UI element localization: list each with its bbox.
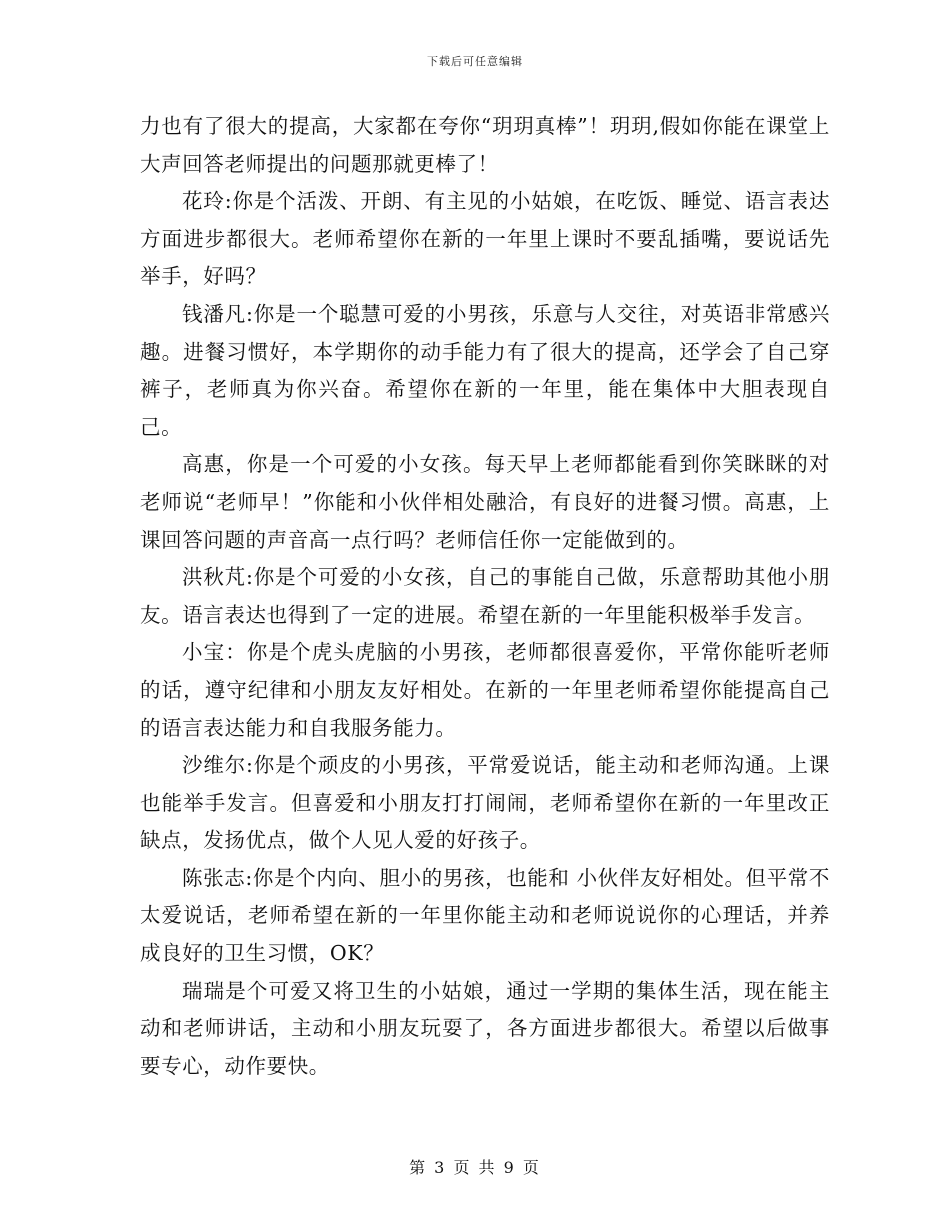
paragraph-shaweier: 沙维尔:你是个顽皮的小男孩，平常爱说话，能主动和老师沟通。上课也能举手发言。但喜爱和小朋友打打闹闹，老师希望你在新的一年里改正缺点，发扬优点，做个人见人爱的好孩子。 [140,753,830,853]
paragraph-ruirui: 瑞瑞是个可爱又将卫生的小姑娘，通过一学期的集体生活，现在能主动和老师讲话，主动和小朋友玩耍了，各方面进步都很大。希望以后做事要专心，动作要快。 [140,978,830,1078]
document-body [140,108,830,1085]
paragraph-hongqiupeng: 洪秋芃:你是个可爱的小女孩，自己的事能自己做，乐意帮助其他小朋友。语言表达也得到了一定的进展。希望在新的一年里能积极举手发言。 [140,565,830,627]
paragraph-hualing: 花玲:你是个活泼、开朗、有主见的小姑娘，在吃饭、睡觉、语言表达方面进步都很大。老师希望你在新的一年里上课时不要乱插嘴，要说话先举手，好吗？ [140,189,830,289]
paragraph-qianpanfan: 钱潘凡:你是一个聪慧可爱的小男孩，乐意与人交往，对英语非常感兴趣。进餐习惯好，本学期你的动手能力有了很大的提高，还学会了自己穿裤子，老师真为你兴奋。希望你在新的一年里，能在集体中大胆表现自己。 [140,301,830,439]
paragraph-chenzhangzhi: 陈张志:你是个内向、胆小的男孩，也能和 小伙伴友好相处。但平常不太爱说话，老师希望在新的一年里你能主动和老师说说你的心理话，并养成良好的卫生习惯，OK？ [140,865,830,966]
paragraph-continuation: 力也有了很大的提高，大家都在夸你“玥玥真棒”！玥玥,假如你能在课堂上大声回答老师提出的问题那就更棒了！ [140,114,830,176]
page-footer [0,1155,950,1178]
page-number: 第 3 页 共 9 页 [409,1158,541,1177]
page-header: 下载后可任意编辑 [427,55,523,68]
paragraph-xiaobao: 小宝：你是个虎头虎脑的小男孩，老师都很喜爱你，平常你能听老师的话，遵守纪律和小朋友友好相处。在新的一年里老师希望你能提高自己的语言表达能力和自我服务能力。 [140,640,830,740]
paragraph-gaohui: 高惠，你是一个可爱的小女孩。每天早上老师都能看到你笑眯眯的对老师说“老师早！”你能和小伙伴相处融洽，有良好的进餐习惯。高惠，上课回答问题的声音高一点行吗？老师信任你一定能做到的。 [140,452,830,552]
